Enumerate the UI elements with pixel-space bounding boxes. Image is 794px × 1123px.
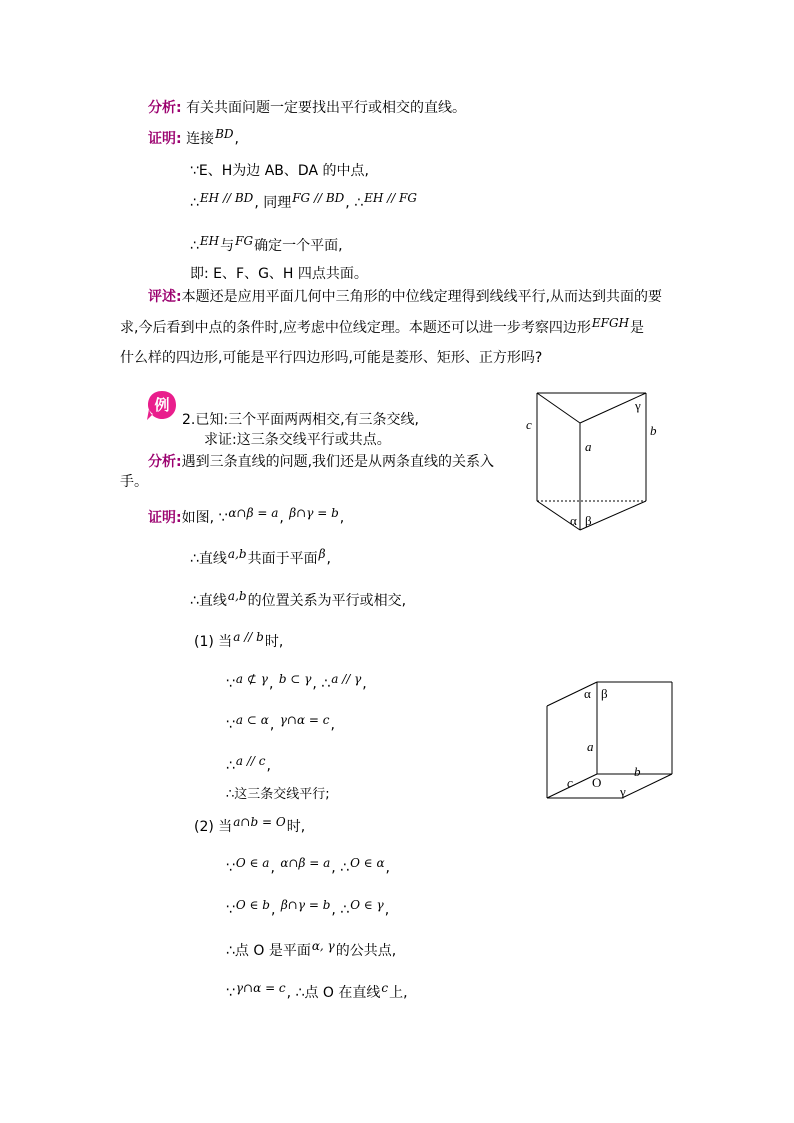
text: ∵ bbox=[226, 860, 235, 876]
proof-line-1 bbox=[148, 129, 239, 149]
label-a: a bbox=[587, 739, 594, 754]
text: , bbox=[268, 676, 274, 692]
text: 本题还是应用平面几何中三角形的中位线定理得到线线平行,从而达到共面的要 bbox=[181, 289, 663, 305]
text: , bbox=[269, 717, 275, 733]
math: a // γ bbox=[331, 672, 362, 686]
edge bbox=[537, 393, 580, 423]
case2-line-3 bbox=[226, 941, 396, 961]
label-c: c bbox=[526, 417, 532, 432]
label-alpha: α bbox=[584, 686, 591, 701]
text: ∵ bbox=[226, 717, 235, 733]
text: , bbox=[385, 860, 390, 876]
text: ∵ bbox=[226, 676, 235, 692]
example-analysis-2 bbox=[120, 472, 148, 492]
text: 是 bbox=[630, 320, 645, 336]
analysis-text: 有关共面问题一定要找出平行或相交的直线。 bbox=[186, 100, 467, 116]
comment-line-3 bbox=[120, 348, 542, 368]
text: 时, bbox=[286, 819, 306, 835]
box-figure bbox=[540, 676, 680, 804]
text: ∴ bbox=[190, 195, 199, 211]
text: , ∴ bbox=[312, 676, 331, 692]
case2-heading bbox=[194, 817, 305, 837]
math: α, γ bbox=[311, 939, 335, 953]
text: 遇到三条直线的问题,我们还是从两条直线的关系入 bbox=[181, 454, 495, 470]
math: a∩b = O bbox=[233, 815, 286, 829]
example-line-1 bbox=[182, 410, 419, 430]
text: , bbox=[270, 902, 276, 918]
label-O: O bbox=[592, 775, 602, 790]
math: a ⊂ α bbox=[235, 713, 269, 727]
proof-line-2 bbox=[190, 161, 369, 181]
comment-line-2 bbox=[120, 318, 644, 338]
math: EH // FG bbox=[364, 191, 417, 205]
text: 的公共点, bbox=[335, 943, 397, 959]
case1-line-1 bbox=[226, 674, 367, 694]
edge bbox=[622, 774, 672, 798]
text: ∴直线 bbox=[190, 551, 227, 567]
label-b: b bbox=[634, 764, 641, 779]
label-beta: β bbox=[585, 513, 592, 528]
math: FG // BD bbox=[292, 191, 345, 205]
math: a,b bbox=[227, 547, 247, 561]
text: 时, bbox=[264, 634, 284, 650]
text: , 同理 bbox=[254, 195, 292, 211]
comment-label: 评述: bbox=[148, 289, 182, 305]
math: β bbox=[318, 547, 326, 561]
text: 确定一个平面, bbox=[254, 238, 343, 254]
math: γ∩α = c bbox=[279, 713, 330, 727]
text: , ∴ bbox=[331, 902, 350, 918]
math: EFGH bbox=[591, 316, 630, 330]
math: FG bbox=[235, 234, 254, 248]
label-a: a bbox=[585, 439, 592, 454]
text: 求,今后看到中点的条件时,应考虑中位线定理。本题还可以进一步考察四边形 bbox=[120, 320, 591, 336]
case1-heading bbox=[194, 632, 283, 652]
case1-line-3 bbox=[226, 756, 271, 776]
math: a // b bbox=[233, 630, 264, 644]
proof-label: 证明: bbox=[148, 131, 182, 147]
text: ∴点 O 是平面 bbox=[226, 943, 311, 959]
math: b ⊂ γ bbox=[278, 672, 312, 686]
case2-line-2 bbox=[226, 900, 389, 920]
text: 手。 bbox=[120, 474, 148, 490]
example-badge-icon bbox=[146, 389, 178, 421]
text: , bbox=[384, 902, 390, 918]
text: 共面于平面 bbox=[247, 551, 318, 567]
text: ∵ bbox=[226, 985, 235, 1001]
label-alpha: α bbox=[570, 513, 577, 528]
math: α∩β = a bbox=[280, 856, 331, 870]
math: O ∈ α bbox=[350, 856, 385, 870]
text: ∴这三条交线平行; bbox=[226, 787, 330, 802]
text: ∴直线 bbox=[190, 593, 227, 609]
case2-line-1 bbox=[226, 858, 390, 878]
math: β∩γ = b bbox=[289, 506, 339, 520]
example-proof-3 bbox=[190, 591, 406, 611]
proof-line-5 bbox=[190, 264, 368, 284]
text: 的位置关系为平行或相交, bbox=[247, 593, 407, 609]
example-proof-2 bbox=[190, 549, 331, 569]
text: 即: E、F、G、H 四点共面。 bbox=[190, 266, 368, 282]
text: , ∴ bbox=[331, 860, 350, 876]
math: α∩β = a bbox=[228, 506, 279, 520]
example-badge-text: 例 bbox=[154, 396, 170, 414]
label-gamma: γ bbox=[635, 398, 641, 413]
math: a // c bbox=[235, 754, 266, 768]
label-beta: β bbox=[601, 686, 608, 701]
comment-line-1 bbox=[148, 287, 662, 307]
example-proof-1 bbox=[148, 508, 344, 528]
text: , bbox=[326, 551, 331, 567]
proof-label: 证明: bbox=[148, 510, 182, 526]
text: , ∴ bbox=[345, 195, 364, 211]
text: 什么样的四边形,可能是平行四边形吗,可能是菱形、矩形、正方形吗? bbox=[120, 350, 543, 366]
math: EH bbox=[199, 234, 220, 248]
text: , bbox=[362, 676, 367, 692]
text: , bbox=[234, 131, 239, 147]
text: (1) 当 bbox=[194, 634, 233, 650]
label-b: b bbox=[650, 423, 657, 438]
case1-line-2 bbox=[226, 715, 335, 735]
analysis-label: 分析: bbox=[148, 100, 182, 116]
text: 连接 bbox=[186, 131, 215, 147]
text: ∴ bbox=[226, 758, 235, 774]
text: , bbox=[330, 717, 335, 733]
proof-line-3 bbox=[190, 193, 418, 213]
math: O ∈ a bbox=[235, 856, 270, 870]
label-c: c bbox=[567, 775, 573, 790]
text: , bbox=[266, 758, 271, 774]
prism-figure bbox=[520, 385, 680, 540]
text: , bbox=[270, 860, 275, 876]
math: γ∩α = c bbox=[235, 981, 286, 995]
text: 与 bbox=[220, 238, 235, 254]
text: 上, bbox=[389, 985, 408, 1001]
text: 如图, ∵ bbox=[181, 510, 228, 526]
case1-line-4 bbox=[226, 785, 330, 805]
math: β∩γ = b bbox=[280, 898, 331, 912]
proof-line-4 bbox=[190, 236, 343, 256]
math: a ⊄ γ bbox=[235, 672, 268, 686]
text: 2.已知:三个平面两两相交,有三条交线, bbox=[182, 412, 419, 428]
label-gamma: γ bbox=[620, 784, 626, 799]
text: (2) 当 bbox=[194, 819, 233, 835]
text: , bbox=[279, 510, 284, 526]
text: ∵ bbox=[226, 902, 235, 918]
math: c bbox=[381, 981, 389, 995]
text: 求证:这三条交线平行或共点。 bbox=[204, 432, 391, 448]
example-line-2 bbox=[204, 430, 391, 450]
text: ∴ bbox=[190, 238, 199, 254]
text: , ∴点 O 在直线 bbox=[286, 985, 381, 1001]
math: O ∈ b bbox=[235, 898, 270, 912]
analysis-label: 分析: bbox=[148, 454, 182, 470]
math: EH // BD bbox=[199, 191, 254, 205]
text: ∵E、H为边 AB、DA 的中点, bbox=[190, 163, 369, 179]
math: O ∈ γ bbox=[350, 898, 384, 912]
text: , bbox=[339, 510, 345, 526]
example-analysis-1 bbox=[148, 452, 494, 472]
math: BD bbox=[215, 127, 234, 141]
analysis-line bbox=[148, 98, 466, 118]
math: a,b bbox=[227, 589, 247, 603]
case2-line-4 bbox=[226, 983, 408, 1003]
